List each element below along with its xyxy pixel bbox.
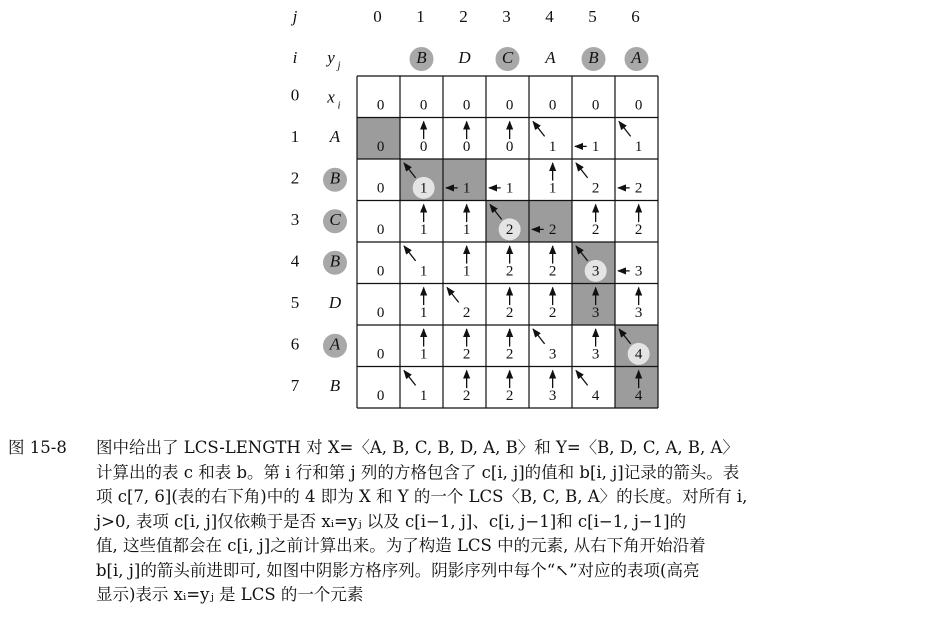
- cell-value: 2: [591, 221, 600, 238]
- x-letter-5: D: [328, 293, 342, 313]
- y-letter-5: B: [588, 47, 599, 67]
- cell-value: 1: [462, 221, 471, 238]
- cell-value: 1: [419, 263, 428, 280]
- arrow-diagonal: [619, 122, 631, 137]
- caption-line: 计算出的表 c 和表 b。第 i 行和第 j 列的方格包含了 c[i, j]的值和 b[i, j]记录的箭头。表: [96, 462, 740, 482]
- cell-value: 4: [634, 346, 643, 363]
- y-letter-6: A: [631, 47, 642, 67]
- column-index-4: 4: [545, 6, 554, 26]
- row-index-4: 4: [290, 251, 300, 271]
- x-letter-3: C: [329, 210, 341, 230]
- column-index-5: 5: [588, 6, 597, 26]
- figure-caption: [0, 436, 939, 636]
- cell-value: 0: [634, 97, 643, 114]
- column-index-1: 1: [416, 6, 425, 26]
- cell-value: 2: [462, 387, 471, 404]
- cell-value: 4: [591, 387, 600, 404]
- x-letter-6: A: [329, 334, 341, 354]
- arrow-diagonal: [447, 288, 459, 303]
- y-letter-3: C: [501, 47, 514, 67]
- x-letter-7: B: [329, 376, 341, 396]
- cell-value: 0: [505, 138, 514, 155]
- j-axis-label: j: [292, 6, 298, 26]
- cell-value: 2: [634, 221, 643, 238]
- cell-value: 1: [548, 180, 557, 197]
- cell-value: 3: [591, 346, 600, 363]
- cell-value: 2: [505, 304, 514, 321]
- row-index-7: 7: [290, 376, 300, 396]
- cell-value: 0: [376, 387, 385, 404]
- cell-value: 0: [376, 221, 385, 238]
- row-index-0: 0: [290, 85, 300, 105]
- cell-value: 3: [548, 387, 557, 404]
- cell-value: 0: [548, 97, 557, 114]
- cell-value: 1: [591, 138, 600, 155]
- x-letter-4: B: [329, 251, 341, 271]
- caption-number: 图 15-8: [8, 438, 67, 457]
- cell-value: 1: [419, 346, 428, 363]
- cell-value: 3: [591, 263, 600, 280]
- cell-value: 3: [634, 263, 643, 280]
- column-index-0: 0: [373, 6, 382, 26]
- cell-value: 2: [505, 221, 514, 238]
- cell-value: 2: [634, 180, 643, 197]
- cell-value: 1: [462, 263, 471, 280]
- row-index-5: 5: [290, 293, 300, 313]
- cell-value: 2: [462, 304, 471, 321]
- cell-value: 1: [634, 138, 643, 155]
- cell-value: 1: [419, 387, 428, 404]
- y-letter-4: A: [545, 47, 556, 67]
- cell-value: 0: [419, 97, 428, 114]
- caption-line: b[i, j]的箭头前进即可, 如图中阴影方格序列。阴影序列中每个“↖”对应的表项(高亮: [96, 560, 700, 580]
- row-index-6: 6: [290, 334, 300, 354]
- cell-value: 0: [376, 97, 385, 114]
- cell-value: 1: [462, 180, 471, 197]
- arrow-diagonal: [533, 122, 545, 137]
- cell-value: 1: [419, 304, 428, 321]
- cell-value: 0: [591, 97, 600, 114]
- cell-value: 2: [505, 263, 514, 280]
- y-row-label-subscript: j: [337, 59, 341, 72]
- x-letter-2: B: [329, 168, 341, 188]
- x-column-label: x: [327, 87, 335, 107]
- cell-value: 0: [376, 138, 385, 155]
- cell-value: 0: [419, 138, 428, 155]
- row-index-1: 1: [290, 127, 300, 147]
- x-letter-1: A: [329, 127, 341, 147]
- cell-value: 1: [419, 221, 428, 238]
- y-row-label: y: [327, 47, 335, 67]
- cell-value: 2: [591, 180, 600, 197]
- cell-value: 2: [548, 221, 557, 238]
- row-index-3: 3: [290, 210, 300, 230]
- y-letter-1: B: [416, 47, 427, 67]
- caption-line: j>0, 表项 c[i, j]仅依赖于是否 xᵢ=yⱼ 以及 c[i−1, j]、c[i, j−1]和 c[i−1, j−1]的: [96, 511, 687, 531]
- caption-line: 图中给出了 LCS-LENGTH 对 X=〈A, B, C, B, D, A, B〉和 Y=〈B, D, C, A, B, A〉: [96, 438, 739, 457]
- y-letter-2: D: [458, 47, 471, 67]
- cell-value: 2: [505, 387, 514, 404]
- column-index-3: 3: [502, 6, 511, 26]
- x-column-label-subscript: i: [337, 99, 341, 112]
- cell-value: 0: [462, 97, 471, 114]
- cell-value: 0: [376, 180, 385, 197]
- caption-line: 值, 这些值都会在 c[i, j]之前计算出来。为了构造 LCS 中的元素, 从右下角开始沿着: [96, 536, 706, 555]
- i-axis-label: i: [292, 47, 298, 67]
- cell-value: 2: [548, 304, 557, 321]
- cell-value: 2: [505, 346, 514, 363]
- cell-value: 3: [548, 346, 557, 363]
- arrow-diagonal: [576, 371, 588, 386]
- cell-value: 3: [591, 304, 600, 321]
- arrow-diagonal: [404, 246, 416, 261]
- arrow-diagonal: [576, 163, 588, 178]
- column-index-6: 6: [631, 6, 640, 26]
- cell-value: 4: [634, 387, 643, 404]
- arrow-diagonal: [533, 329, 545, 344]
- cell-value: 1: [548, 138, 557, 155]
- caption-line: 显示)表示 xᵢ=yⱼ 是 LCS 的一个元素: [96, 585, 364, 604]
- cell-value: 1: [505, 180, 514, 197]
- cell-value: 2: [548, 263, 557, 280]
- cell-value: 2: [462, 346, 471, 363]
- cell-value: 0: [462, 138, 471, 155]
- cell-value: 0: [376, 263, 385, 280]
- cell-value: 0: [376, 346, 385, 363]
- caption-line: 项 c[7, 6](表的右下角)中的 4 即为 X 和 Y 的一个 LCS〈B, C, B, A〉的长度。对所有 i,: [96, 487, 748, 506]
- cell-value: 3: [634, 304, 643, 321]
- column-index-2: 2: [459, 6, 468, 26]
- cell-value: 0: [376, 304, 385, 321]
- arrow-diagonal: [404, 371, 416, 386]
- cell-value: 0: [505, 97, 514, 114]
- cell-value: 1: [419, 180, 428, 197]
- row-index-2: 2: [290, 168, 300, 188]
